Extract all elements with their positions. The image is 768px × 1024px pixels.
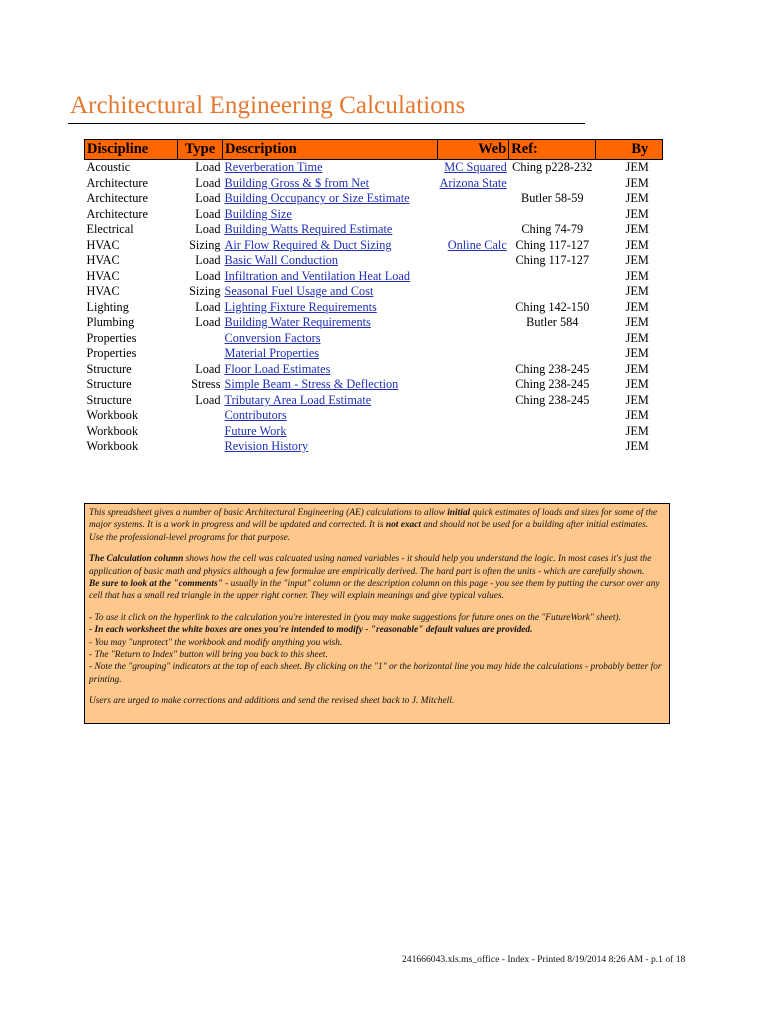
column-header-by: By: [596, 140, 663, 160]
cell-web: [438, 253, 509, 269]
note-usage-2: - In each worksheet the white boxes are ones you're intended to modify - "reasonable" default values are provided.: [89, 625, 533, 636]
column-header-discipline: Discipline: [85, 140, 178, 160]
table-body: [85, 160, 663, 455]
calculation-link[interactable]: Infiltration and Ventilation Heat Load: [224, 268, 411, 283]
cell-discipline: Plumbing: [86, 315, 135, 330]
cell-ref: Ching 117-127: [515, 253, 590, 268]
table-row: [85, 439, 663, 455]
cell-by: JEM: [625, 392, 649, 407]
cell-discipline: Architecture: [86, 175, 148, 190]
table-row: [85, 176, 663, 192]
column-header-type: Type: [178, 140, 223, 160]
calculation-link[interactable]: Building Size: [224, 206, 292, 221]
cell-by: JEM: [625, 361, 649, 376]
cell-description: [223, 300, 438, 316]
calculation-link[interactable]: Basic Wall Conduction: [224, 253, 339, 268]
cell-type: Load: [195, 222, 221, 237]
calculation-link[interactable]: Seasonal Fuel Usage and Cost: [224, 284, 374, 299]
cell-web: [438, 439, 509, 455]
cell-web: [438, 176, 509, 192]
cell-ref: Ching 142-150: [515, 299, 590, 314]
cell-web: [438, 315, 509, 331]
cell-discipline: Workbook: [86, 439, 139, 454]
calculation-link[interactable]: Revision History: [224, 439, 309, 454]
cell-discipline: Lighting: [86, 299, 129, 314]
cell-discipline: HVAC: [86, 237, 120, 252]
cell-description: [223, 315, 438, 331]
note-comments: Be sure to look at the "comments" - usually in the "input" column or the description column on this page - you see them by putting the cursor over any cell that has a small red triangle in the upper right corner. They will explain meanings and give typical values.: [89, 579, 660, 602]
cell-type: Load: [195, 392, 221, 407]
calculations-index-table: [84, 139, 663, 455]
calculation-link[interactable]: Tributary Area Load Estimate: [224, 392, 372, 407]
note-usage-5: - Note the "grouping" indicators at the top of each sheet. By clicking on the "1" or the horizontal line you may hide the calculations - probably better for printing.: [89, 662, 662, 685]
cell-discipline: HVAC: [86, 284, 120, 299]
cell-web: [438, 284, 509, 300]
note-usage-4: - The "Return to Index" button will bring you back to this sheet.: [89, 650, 328, 661]
cell-description: [223, 408, 438, 424]
cell-type: Load: [195, 191, 221, 206]
table-row: [85, 207, 663, 223]
cell-ref: [509, 176, 596, 192]
note-closing: Users are urged to make corrections and additions and send the revised sheet back to J. Mitchell.: [89, 696, 455, 707]
cell-web: [438, 393, 509, 409]
cell-description: [223, 393, 438, 409]
note-usage-1: - To use it click on the hyperlink to the calculation you're interested in (you may make suggestions for future ones on the "FutureWork" sheet).: [89, 612, 621, 623]
cell-type: Load: [195, 315, 221, 330]
cell-discipline: Acoustic: [86, 160, 131, 175]
cell-by: JEM: [625, 315, 649, 330]
cell-by: JEM: [625, 175, 649, 190]
cell-discipline: Structure: [86, 377, 132, 392]
cell-web: [438, 424, 509, 440]
cell-ref: Butler 58-59: [521, 191, 584, 206]
cell-web: [438, 269, 509, 285]
cell-web: [438, 346, 509, 362]
table-row: [85, 424, 663, 440]
cell-description: [223, 207, 438, 223]
web-link[interactable]: Arizona State: [439, 175, 507, 190]
cell-ref: [509, 207, 596, 223]
cell-type: Stress: [191, 377, 221, 392]
cell-description: [223, 222, 438, 238]
calculation-link[interactable]: Reverberation Time: [224, 160, 323, 175]
cell-discipline: HVAC: [86, 268, 120, 283]
cell-web: [438, 207, 509, 223]
cell-by: JEM: [625, 268, 649, 283]
calculation-link[interactable]: Building Gross & $ from Net: [224, 175, 369, 190]
cell-description: [223, 284, 438, 300]
table-row: [85, 331, 663, 347]
cell-ref: [509, 284, 596, 300]
web-link[interactable]: Online Calc: [447, 237, 507, 252]
cell-by: JEM: [625, 160, 649, 175]
cell-type: Sizing: [189, 237, 221, 252]
table-row: [85, 315, 663, 331]
cell-description: [223, 176, 438, 192]
cell-ref: Ching 74-79: [521, 222, 584, 237]
cell-description: [223, 269, 438, 285]
cell-type: Load: [195, 361, 221, 376]
cell-web: [438, 377, 509, 393]
title-underline: [68, 123, 585, 124]
column-header-description: Description: [223, 140, 438, 160]
cell-by: JEM: [625, 237, 649, 252]
table-row: [85, 408, 663, 424]
cell-ref: Ching 238-245: [515, 377, 590, 392]
cell-ref: [509, 269, 596, 285]
cell-web: [438, 362, 509, 378]
cell-by: JEM: [625, 423, 649, 438]
cell-web: [438, 408, 509, 424]
note-calculation-column: The Calculation column shows how the cell was calcuated using named variables - it should help you understand the logic. In most cases it's just the application of basic math and physics although a few formulae are empirically derived. The hard part is often the units - which are carefully shown.: [89, 554, 652, 577]
cell-by: JEM: [625, 439, 649, 454]
table-row: [85, 377, 663, 393]
cell-discipline: Structure: [86, 392, 132, 407]
calculation-link[interactable]: Building Water Requirements: [224, 315, 371, 330]
cell-discipline: Properties: [86, 330, 137, 345]
table-row: [85, 238, 663, 254]
cell-type: Load: [195, 268, 221, 283]
table-row: [85, 191, 663, 207]
cell-web: [438, 160, 509, 176]
cell-ref: [509, 346, 596, 362]
cell-ref: [509, 439, 596, 455]
cell-type: Sizing: [189, 284, 221, 299]
cell-web: [438, 300, 509, 316]
calculation-link[interactable]: Air Flow Required & Duct Sizing: [224, 237, 392, 252]
cell-description: [223, 346, 438, 362]
cell-ref: Ching 238-245: [515, 361, 590, 376]
cell-description: [223, 439, 438, 455]
calculation-link[interactable]: Future Work: [224, 423, 287, 438]
cell-by: JEM: [625, 299, 649, 314]
cell-ref: Ching p228-232: [512, 160, 593, 175]
cell-description: [223, 331, 438, 347]
calculation-link[interactable]: Conversion Factors: [224, 330, 321, 345]
page-title: Architectural Engineering Calculations: [70, 92, 466, 119]
table-row: [85, 300, 663, 316]
cell-web: [438, 222, 509, 238]
note-intro: This spreadsheet gives a number of basic Architectural Engineering (AE) calculations to allow initial quick estimates of loads and sizes for some of the major systems. It is a work in progress and will be updated and corrected. It is not exact and should not be used for a building after initial estimates. Use the professional-level programs for that purpose.: [89, 508, 658, 543]
cell-type: Load: [195, 206, 221, 221]
cell-ref: [509, 408, 596, 424]
cell-discipline: HVAC: [86, 253, 120, 268]
table-row: [85, 222, 663, 238]
cell-ref: Butler 584: [526, 315, 579, 330]
table-row: [85, 362, 663, 378]
cell-by: JEM: [625, 206, 649, 221]
cell-by: JEM: [625, 377, 649, 392]
note-usage-3: - You may "unprotect" the workbook and modify anything you wish.: [89, 637, 343, 648]
column-header-ref: Ref:: [509, 140, 596, 160]
calculation-link[interactable]: Building Occupancy or Size Estimate: [224, 191, 410, 206]
cell-web: [438, 331, 509, 347]
calculation-link[interactable]: Lighting Fixture Requirements: [224, 299, 377, 314]
cell-ref: [509, 331, 596, 347]
cell-type: [178, 331, 223, 347]
cell-description: [223, 253, 438, 269]
calculation-link[interactable]: Simple Beam - Stress & Deflection: [224, 377, 399, 392]
cell-web: [438, 238, 509, 254]
cell-type: Load: [195, 175, 221, 190]
cell-ref: Ching 117-127: [515, 237, 590, 252]
table-row: [85, 253, 663, 269]
cell-description: [223, 424, 438, 440]
cell-type: [178, 408, 223, 424]
web-link[interactable]: MC Squared: [444, 160, 507, 175]
cell-web: [438, 191, 509, 207]
cell-description: [223, 377, 438, 393]
cell-discipline: Structure: [86, 361, 132, 376]
cell-type: [178, 439, 223, 455]
calculation-link[interactable]: Building Watts Required Estimate: [224, 222, 393, 237]
cell-description: [223, 238, 438, 254]
cell-type: [178, 346, 223, 362]
cell-type: [178, 424, 223, 440]
cell-description: [223, 191, 438, 207]
cell-discipline: Workbook: [86, 423, 139, 438]
cell-description: [223, 160, 438, 176]
cell-by: JEM: [625, 284, 649, 299]
cell-description: [223, 362, 438, 378]
cell-by: JEM: [625, 191, 649, 206]
cell-by: JEM: [625, 346, 649, 361]
cell-by: JEM: [625, 408, 649, 423]
table-row: [85, 393, 663, 409]
cell-type: Load: [195, 299, 221, 314]
table-header-row: [85, 140, 663, 160]
table-row: [85, 346, 663, 362]
table-row: [85, 160, 663, 176]
cell-type: Load: [195, 253, 221, 268]
cell-ref: Ching 238-245: [515, 392, 590, 407]
table-row: [85, 269, 663, 285]
instructions-note-box: [84, 503, 670, 724]
cell-ref: [509, 424, 596, 440]
calculation-link[interactable]: Floor Load Estimates: [224, 361, 331, 376]
cell-discipline: Electrical: [86, 222, 134, 237]
column-header-web: Web: [438, 140, 509, 160]
cell-discipline: Architecture: [86, 191, 148, 206]
cell-by: JEM: [625, 222, 649, 237]
table-row: [85, 284, 663, 300]
cell-discipline: Properties: [86, 346, 137, 361]
calculation-link[interactable]: Contributors: [224, 408, 287, 423]
cell-discipline: Architecture: [86, 206, 148, 221]
cell-by: JEM: [625, 253, 649, 268]
print-footer: 241666043.xls.ms_office - Index - Printed 8/19/2014 8:26 AM - p.1 of 18: [402, 954, 686, 965]
cell-by: JEM: [625, 330, 649, 345]
calculation-link[interactable]: Material Properties: [224, 346, 320, 361]
cell-discipline: Workbook: [86, 408, 139, 423]
cell-type: Load: [195, 160, 221, 175]
